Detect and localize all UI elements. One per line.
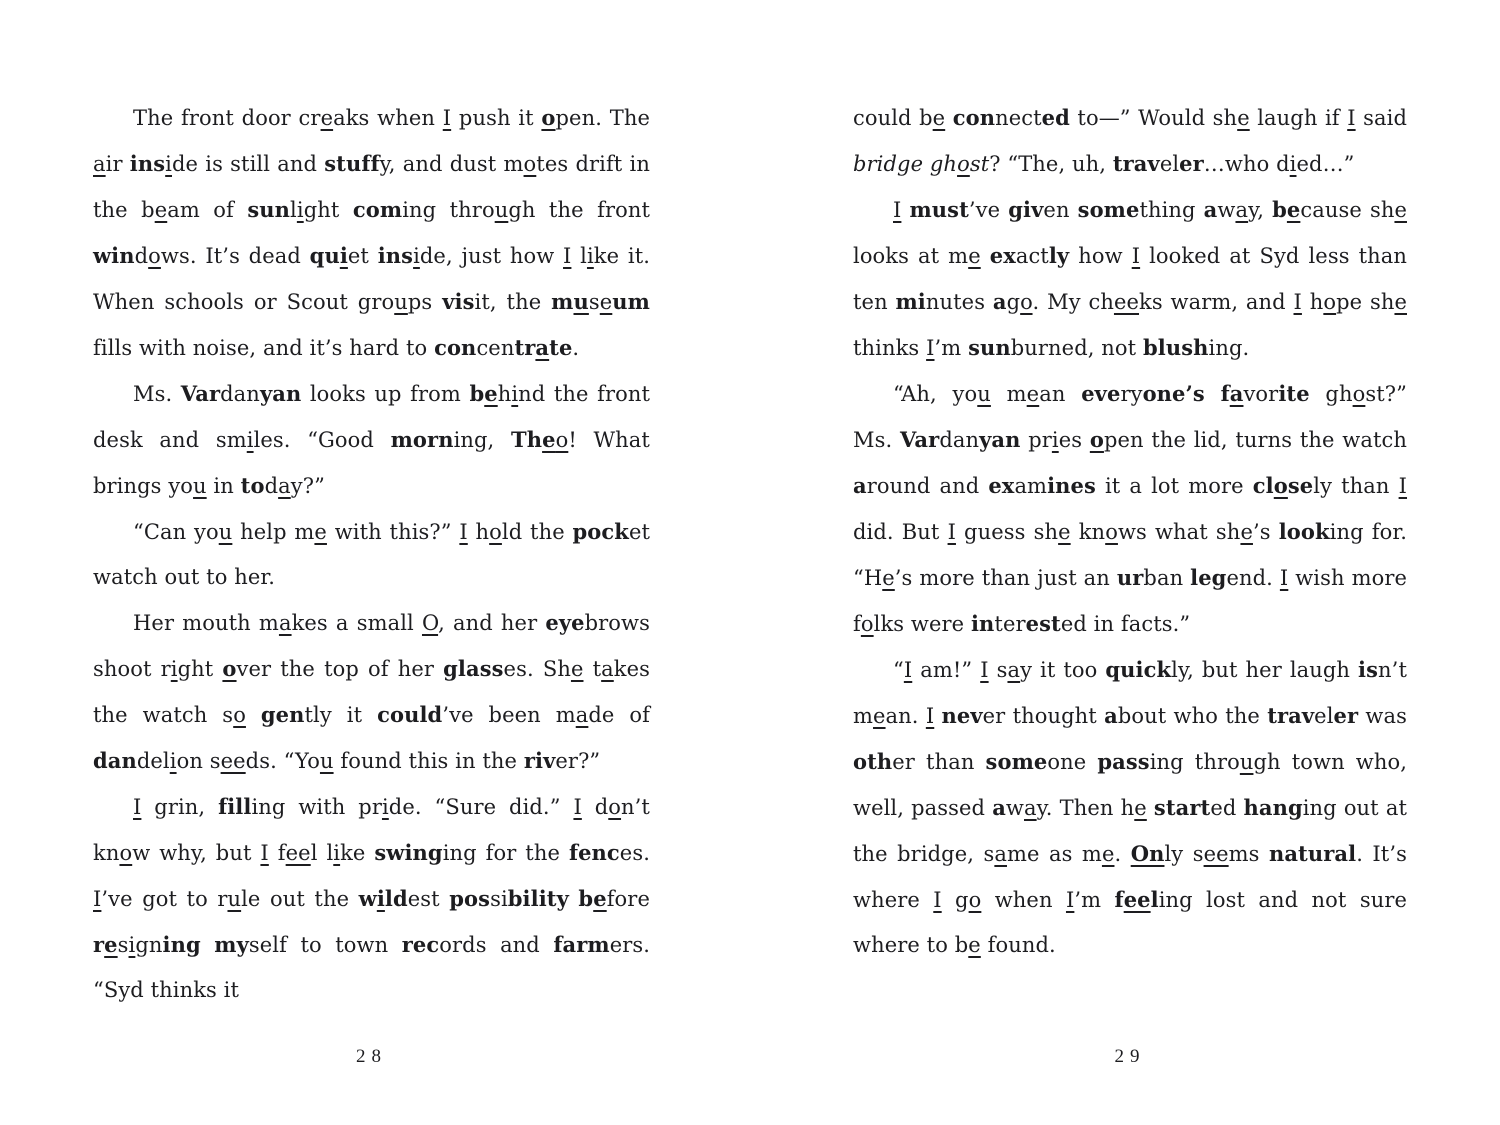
page-number-right: 29 [1114,1046,1146,1067]
paragraph: could be connected to—” Would she laugh if I said bridge ghost? “The, uh, traveler…who died…” [853,105,1407,176]
page-28 [93,0,650,1125]
page-28-text [93,95,650,1013]
paragraph: “Can you help me with this?” I hold the pocket watch out to her. [93,519,651,589]
paragraph: I grin, filling with pride. “Sure did.” I don’t know why, but I feel like swinging for the fences. I’ve got to rule out the wildest possibility before resigning myself to town records and farmers. “Syd thinks it [93,794,651,1002]
paragraph: Ms. Vardanyan looks up from behind the front desk and smiles. “Good morning, Theo! What brings you in today?” [93,381,651,498]
page-29-text [853,95,1407,968]
paragraph: I must’ve given something away, because she looks at me exactly how I looked at Syd less than ten minutes ago. My cheeks warm, and I hope she thinks I’m sunburned, not blushing. [853,197,1407,360]
paragraph: The front door creaks when I push it open. The air inside is still and stuffy, and dust motes drift in the beam of sunlight coming through the front windows. It’s dead quiet inside, just how I like it. When schools or Scout groups visit, the museum fills with noise, and it’s hard to concentrate. [93,105,651,360]
paragraph: Her mouth makes a small O, and her eyebrows shoot right over the top of her glasses. She takes the watch so gently it could’ve been made of dandelion seeds. “You found this in the river?” [93,610,650,773]
page-29 [853,0,1407,1125]
paragraph: “I am!” I say it too quickly, but her laugh isn’t mean. I never thought about who the traveler was other than someone passing through town who, well, passed away. Then he started hanging out at the bridge, same as me. Only seems natural. It’s where I go when I’m feeling lost and not sure where to be found. [853,657,1408,957]
paragraph: “Ah, you mean everyone’s favorite ghost?” Ms. Vardanyan pries open the lid, turns the watch around and examines it a lot more closely than I did. But I guess she knows what she’s looking for. “He’s more than just an urban legend. I wish more folks were interested in facts.” [853,381,1408,636]
page-number-left: 28 [356,1046,387,1067]
